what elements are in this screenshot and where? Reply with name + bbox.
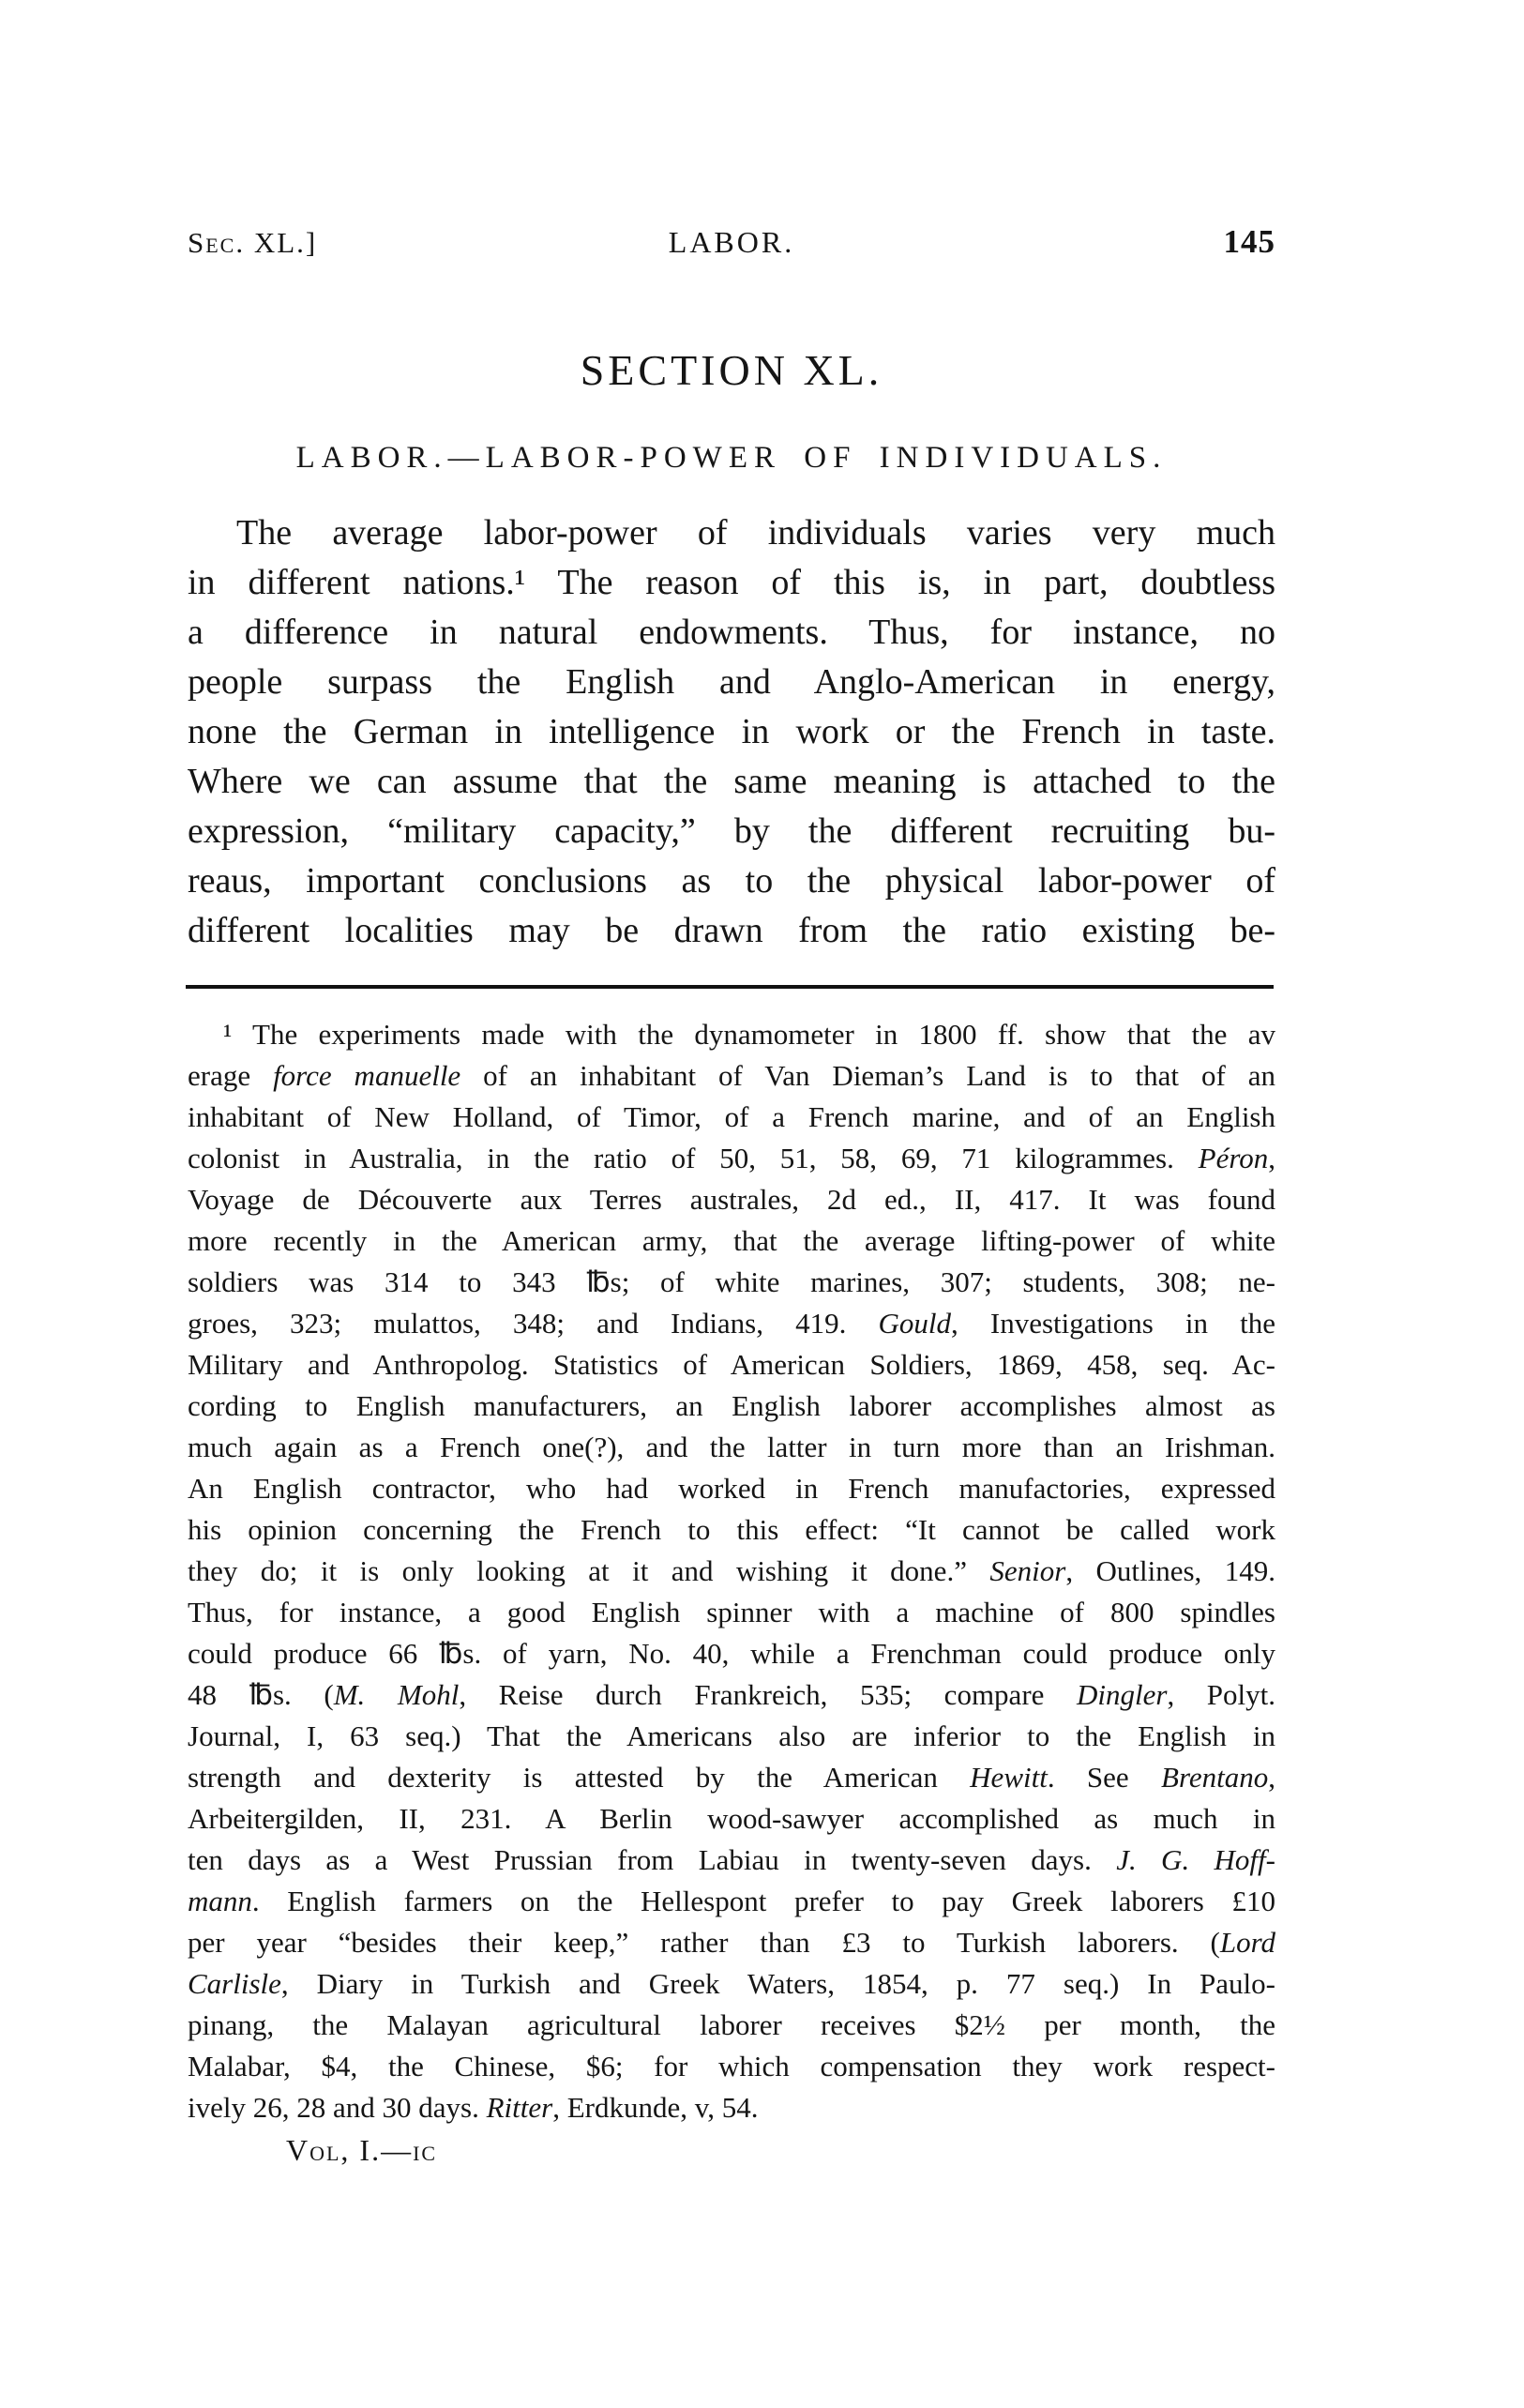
- footnote-line: cording to English manufacturers, an English laborer accomplishes almost as: [188, 1389, 1275, 1422]
- printer-signature: Vol, I.—ic: [286, 2133, 438, 2167]
- footnote-line: could produce 66 ℔s. of yarn, No. 40, while a Frenchman could produce only: [188, 1637, 1275, 1670]
- body-line: reaus, important conclusions as to the physical labor-power of: [188, 861, 1275, 901]
- footnote-line: Journal, I, 63 seq.) That the Americans also are inferior to the English in: [188, 1719, 1275, 1752]
- footnote-line: Malabar, $4, the Chinese, $6; for which compensation they work respect-: [188, 2050, 1275, 2082]
- body-line: expression, “military capacity,” by the different recruiting bu-: [188, 811, 1275, 851]
- body-line: a difference in natural endowments. Thus, for instance, no: [188, 613, 1275, 652]
- footnote-line: groes, 323; mulattos, 348; and Indians, 419. Gould, Investigations in the: [188, 1307, 1276, 1340]
- footnote-line: Thus, for instance, a good English spinner with a machine of 800 spindles: [188, 1596, 1275, 1628]
- footnote-line: per year “besides their keep,” rather than £3 to Turkish laborers. (Lord: [188, 1926, 1275, 1959]
- header-chapter-title: LABOR.: [668, 225, 795, 259]
- body-line: none the German in intelligence in work or the French in taste.: [188, 712, 1275, 751]
- footnote-separator-rule: [186, 985, 1274, 989]
- footnote-line: Carlisle, Diary in Turkish and Greek Waters, 1854, p. 77 seq.) In Paulo-: [188, 1967, 1275, 2000]
- body-line: people surpass the English and Anglo-American in energy,: [188, 662, 1275, 702]
- footnote: [188, 1014, 1275, 2172]
- footnote-line: they do; it is only looking at it and wishing it done.” Senior, Outlines, 149.: [188, 1554, 1275, 1587]
- body-line: Where we can assume that the same meaning is attached to the: [188, 762, 1275, 801]
- footnote-line: soldiers was 314 to 343 ℔s; of white marines, 307; students, 308; ne-: [188, 1265, 1275, 1298]
- footnote-line: his opinion concerning the French to this effect: “It cannot be called work: [188, 1513, 1275, 1546]
- header-section-label: Sec. XL.]: [188, 226, 318, 259]
- footnote-line: colonist in Australia, in the ratio of 50, 51, 58, 69, 71 kilogrammes. Péron,: [188, 1142, 1275, 1174]
- footnote-line: more recently in the American army, that the average lifting-power of white: [188, 1224, 1275, 1257]
- body-line: different localities may be drawn from the ratio existing be-: [188, 911, 1275, 950]
- footnote-line: inhabitant of New Holland, of Timor, of a French marine, and of an English: [188, 1100, 1275, 1133]
- footnote-line: pinang, the Malayan agricultural laborer receives $2½ per month, the: [188, 2008, 1275, 2041]
- footnote-line: much again as a French one(?), and the latter in turn more than an Irishman.: [188, 1431, 1275, 1463]
- body-line: The average labor-power of individuals varies very much: [236, 513, 1275, 553]
- section-subtitle: LABOR.—LABOR-POWER OF INDIVIDUALS.: [295, 441, 1168, 475]
- footnote-line: Arbeitergilden, II, 231. A Berlin wood-sawyer accomplished as much in: [188, 1802, 1275, 1835]
- footnote-line: erage force manuelle of an inhabitant of Van Dieman’s Land is to that of an: [188, 1059, 1276, 1092]
- footnote-line: strength and dexterity is attested by the American Hewitt. See Brentano,: [188, 1761, 1275, 1794]
- footnote-line: Voyage de Découverte aux Terres australes, 2d ed., II, 417. It was found: [188, 1183, 1275, 1216]
- section-title: SECTION XL.: [580, 346, 883, 394]
- page-number: 145: [1223, 223, 1275, 260]
- footnote-line: ively 26, 28 and 30 days. Ritter, Erdkunde, v, 54.: [188, 2091, 759, 2124]
- footnote-line: mann. English farmers on the Hellespont prefer to pay Greek laborers £10: [188, 1885, 1275, 1917]
- running-header: [188, 223, 1275, 261]
- footnote-text: [188, 1014, 1275, 2128]
- footnote-line: An English contractor, who had worked in French manufactories, expressed: [188, 1472, 1275, 1505]
- main-paragraph: [188, 508, 1275, 956]
- footnote-line: ten days as a West Prussian from Labiau in twenty-seven days. J. G. Hoff-: [188, 1843, 1275, 1876]
- footnote-line: ¹ The experiments made with the dynamometer in 1800 ff. show that the av: [223, 1018, 1275, 1051]
- body-line: in different nations.¹ The reason of this is, in part, doubtless: [188, 563, 1275, 602]
- footnote-line: 48 ℔s. (M. Mohl, Reise durch Frankreich, 535; compare Dingler, Polyt.: [188, 1678, 1276, 1711]
- footnote-line: Military and Anthropolog. Statistics of American Soldiers, 1869, 458, seq. Ac-: [188, 1348, 1275, 1381]
